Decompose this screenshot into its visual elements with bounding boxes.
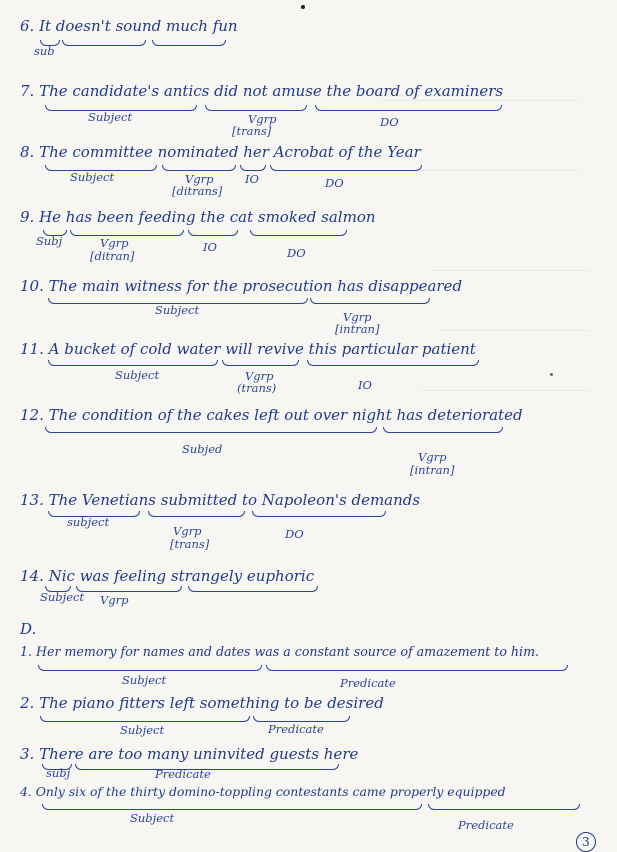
sentence-10: 10. The main witness for the prosecution has disappeared (20, 277, 463, 295)
sentence-d3: 3. There are too many uninvited guests here (20, 745, 359, 763)
label-vgrp: Vgrp (173, 524, 202, 538)
label-subject: Subject (120, 723, 165, 737)
label-trans: (trans) (237, 381, 277, 395)
label-intran: [intran] (410, 463, 455, 477)
ink-spot (550, 373, 553, 376)
label-subject: Subject (88, 110, 133, 124)
label-vgrp: Vgrp (343, 310, 372, 324)
label-subjed: Subjed (182, 442, 223, 456)
label-vgrp: Vgrp (248, 112, 277, 126)
label-trans: [trans] (232, 124, 272, 138)
label-subject: subject (67, 515, 110, 529)
label-subject: Subject (155, 303, 200, 317)
sentence-8: 8. The committee nominated her Acrobat of the Year (20, 143, 421, 161)
label-ditran: [ditran] (90, 249, 135, 263)
sentence-14: 14. Nic was feeling strangely euphoric (20, 567, 315, 585)
label-subj: subj (46, 766, 71, 780)
label-predicate: Predicate (155, 767, 211, 781)
label-vgrp: Vgrp (418, 450, 447, 464)
label-intran: [intran] (335, 322, 380, 336)
sentence-d1: 1. Her memory for names and dates was a constant source of amazement to him. (20, 644, 540, 659)
sentence-11: 11. A bucket of cold water will revive this particular patient (20, 340, 476, 358)
sentence-d4: 4. Only six of the thirty domino-toppling contestants came properly equipped (20, 784, 506, 799)
label-predicate: Predicate (458, 818, 514, 832)
label-io: IO (203, 240, 217, 254)
label-predicate: Predicate (340, 676, 396, 690)
label-vgrp: Vgrp (100, 593, 129, 607)
label-ditrans: [ditrans] (172, 184, 223, 198)
label-do: DO (285, 527, 304, 541)
label-vgrp: Vgrp (185, 172, 214, 186)
sentence-6: 6. It doesn't sound much fun (20, 17, 238, 35)
label-subject: Subject (130, 811, 175, 825)
label-do: DO (380, 115, 399, 129)
label-subject: Subject (70, 170, 115, 184)
label-subject: Subject (40, 590, 85, 604)
sentence-12: 12. The condition of the cakes left out over night has deteriorated (20, 406, 523, 424)
label-do: DO (287, 246, 306, 260)
ink-spot (301, 5, 305, 9)
label-predicate: Predicate (268, 722, 324, 736)
page-number: 3 (576, 832, 596, 852)
sentence-7: 7. The candidate's antics did not amuse the board of examiners (20, 82, 504, 100)
label-io: IO (358, 378, 372, 392)
label-sub: sub (34, 44, 55, 58)
label-trans: [trans] (170, 537, 210, 551)
label-do: DO (325, 176, 344, 190)
sentence-13: 13. The Venetians submitted to Napoleon's demands (20, 491, 421, 509)
label-subj: Subj (36, 234, 63, 248)
label-vgrp: Vgrp (245, 369, 274, 383)
label-subject: Subject (115, 368, 160, 382)
section-heading: D. (20, 620, 37, 638)
sentence-9: 9. He has been feeding the cat smoked salmon (20, 208, 376, 226)
label-subject: Subject (122, 673, 167, 687)
label-vgrp: Vgrp (100, 236, 129, 250)
sentence-d2: 2. The piano fitters left something to be desired (20, 694, 384, 712)
label-io: IO (245, 172, 259, 186)
